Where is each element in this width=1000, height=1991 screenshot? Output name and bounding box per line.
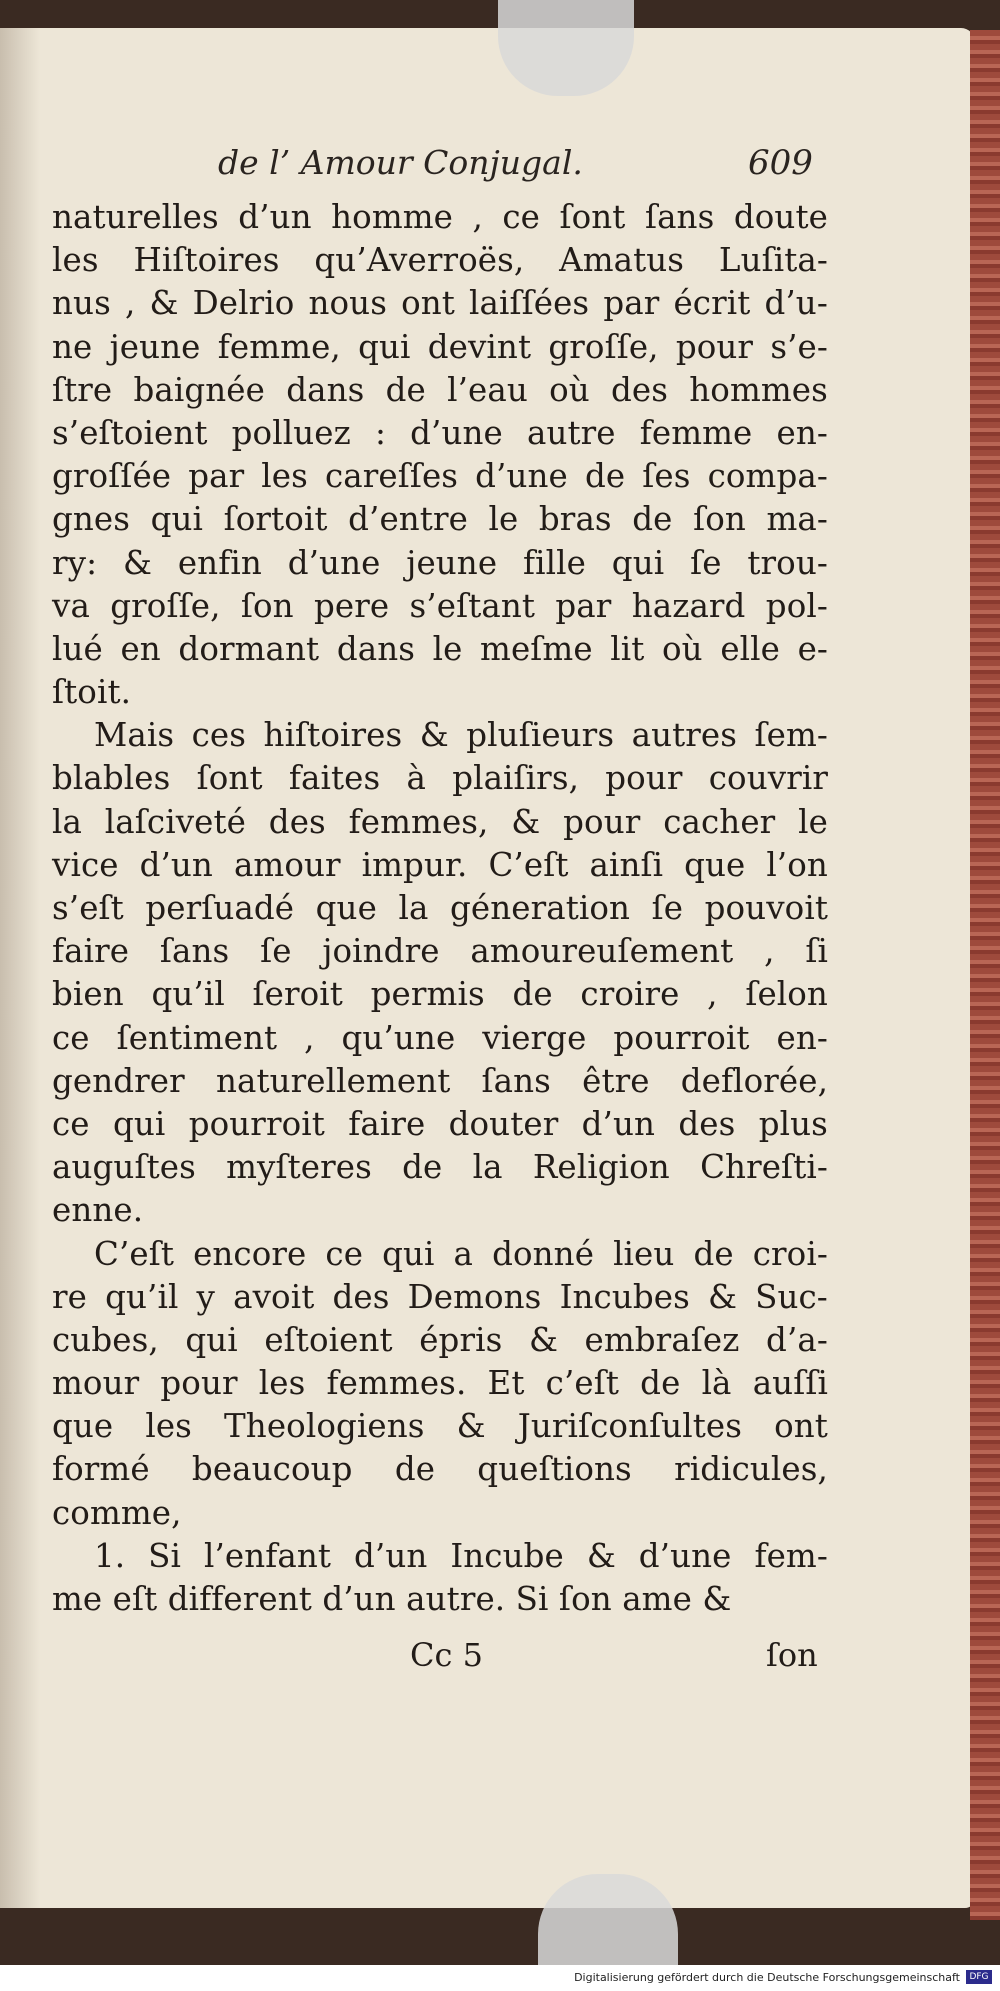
- text-line: les Hiſtoires qu’Averroës, Amatus Luſita-: [52, 241, 828, 280]
- text-line: bien qu’il ſeroit permis de croire , ſelon: [52, 975, 828, 1014]
- text-line: auguſtes myſteres de la Religion Chreſti-: [52, 1148, 828, 1187]
- text-line: gnes qui ſortoit d’entre le bras de ſon ma-: [52, 500, 828, 539]
- page-number: 609: [748, 143, 813, 183]
- text-line: re qu’il y avoit des Demons Incubes & Suc-: [52, 1277, 828, 1316]
- dfg-logo: DFG: [966, 1970, 992, 1984]
- text-line: ſtre baignée dans de l’eau où des hommes: [52, 370, 828, 409]
- text-line: s’eſt perſuadé que la géneration ſe pouvoit: [52, 889, 828, 927]
- spine-shadow: [0, 28, 40, 1908]
- footer-credit: Digitalisierung gefördert durch die Deutsche Forschungsgemeinschaft: [574, 1971, 960, 1984]
- text-line: me eſt different d’un autre. Si ſon ame &: [52, 1580, 732, 1618]
- text-line: ce ſentiment , qu’une vierge pourroit en-: [52, 1018, 828, 1057]
- text-line: nus , & Delrio nous ont laiſſées par écrit d’u-: [52, 284, 828, 323]
- running-title: de l’ Amour Conjugal.: [218, 143, 583, 182]
- text-line: formé beaucoup de queſtions ridicules,: [52, 1450, 828, 1489]
- text-line: cubes, qui eſtoient épris & embraſez d’a-: [52, 1320, 828, 1359]
- text-line: s’eſtoient polluez : d’une autre femme en-: [52, 413, 828, 452]
- text-line: ry: & enfin d’une jeune fille qui ſe trou-: [52, 543, 828, 582]
- text-line: ne jeune femme, qui devint groſſe, pour s’e-: [52, 327, 828, 366]
- text-line: C’eſt encore ce qui a donné lieu de croi-: [94, 1234, 828, 1273]
- text-line: comme,: [52, 1493, 182, 1532]
- catchword: ſon: [766, 1636, 818, 1674]
- text-line: que les Theologiens & Juriſconſultes ont: [52, 1407, 828, 1446]
- signature-mark: Cc 5: [410, 1636, 483, 1674]
- text-line: naturelles d’un homme , ce ſont ſans doute: [52, 198, 828, 236]
- text-line: la laſciveté des femmes, & pour cacher le: [52, 802, 828, 841]
- text-line: blables ſont faites à plaiſirs, pour couvrir: [52, 759, 828, 798]
- text-line: 1. Si l’enfant d’un Incube & d’une fem-: [94, 1536, 828, 1575]
- text-line: enne.: [52, 1191, 144, 1230]
- page-edge: [970, 30, 1000, 1920]
- bottom-clip: [538, 1874, 678, 1965]
- text-line: gendrer naturellement ſans être deflorée,: [52, 1061, 828, 1100]
- text-line: ce qui pourroit faire douter d’un des plus: [52, 1104, 828, 1143]
- footer-bar: [0, 1965, 1000, 1991]
- text-line: groſſée par les careſſes d’une de ſes compa-: [52, 457, 828, 496]
- text-line: ſtoit.: [52, 673, 132, 712]
- text-line: lué en dormant dans le meſme lit où elle e-: [52, 629, 828, 668]
- text-line: mour pour les femmes. Et c’eſt de là auſſi: [52, 1364, 828, 1403]
- body-text: [52, 196, 828, 1621]
- text-line: Mais ces hiſtoires & pluſieurs autres ſem-: [94, 716, 828, 755]
- text-line: vice d’un amour impur. C’eſt ainſi que l’on: [52, 845, 828, 884]
- text-line: va groſſe, ſon pere s’eſtant par hazard pol-: [52, 586, 828, 625]
- text-line: faire ſans ſe joindre amoureuſement , ſi: [52, 932, 828, 971]
